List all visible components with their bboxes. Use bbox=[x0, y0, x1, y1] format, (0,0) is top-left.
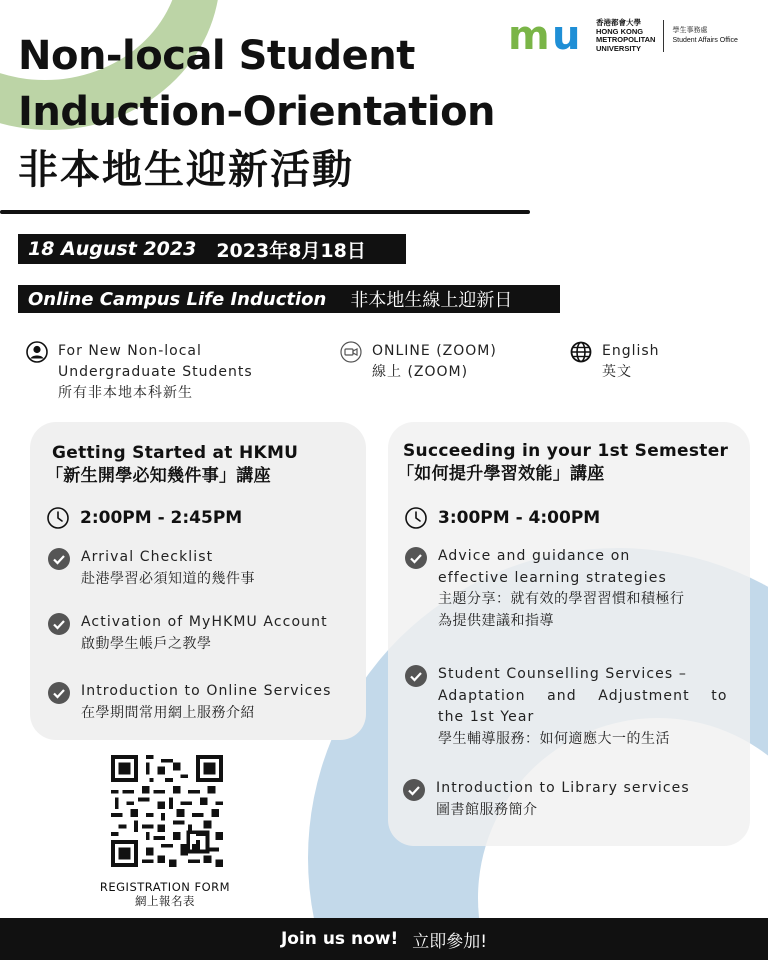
registration-label-en: REGISTRATION FORM bbox=[99, 880, 231, 894]
session-title-en: Succeeding in your 1st Semester bbox=[403, 441, 729, 461]
hkmu-logo bbox=[508, 16, 738, 56]
session-title-en: Getting Started at HKMU bbox=[52, 443, 299, 463]
date-en: 18 August 2023 bbox=[28, 238, 197, 260]
session-title bbox=[397, 440, 729, 486]
title-divider bbox=[0, 210, 530, 214]
agenda-item bbox=[403, 778, 690, 821]
check-circle-icon bbox=[405, 547, 427, 569]
audience-en: For New Non-local bbox=[58, 343, 202, 359]
mode-zh: 線上 (ZOOM) bbox=[372, 364, 469, 380]
agenda-item-zh: 為提供建議和指導 bbox=[438, 612, 554, 629]
title-chinese: 非本地生迎新活動 bbox=[18, 147, 354, 193]
check-circle-icon bbox=[403, 779, 425, 801]
office-name-zh: 學生事務處 bbox=[672, 27, 708, 34]
session-title-zh: 「新生開學必知幾件事」講座 bbox=[46, 466, 271, 486]
university-name-en: METROPOLITAN bbox=[596, 35, 656, 44]
office-name bbox=[672, 26, 738, 46]
agenda-item-en: Activation of MyHKMU Account bbox=[81, 614, 328, 630]
svg-text:m: m bbox=[508, 17, 547, 55]
audience-en: Undergraduate Students bbox=[58, 364, 253, 380]
svg-text:u: u bbox=[552, 17, 581, 55]
page-title bbox=[18, 28, 538, 200]
agenda-item-en: Introduction to Online Services bbox=[81, 683, 332, 699]
agenda-item-en: the 1st Year bbox=[438, 709, 535, 725]
agenda-item bbox=[405, 664, 738, 750]
check-circle-icon bbox=[48, 682, 70, 704]
check-circle-icon bbox=[405, 665, 427, 687]
title-line-2: Induction-Orientation bbox=[18, 89, 496, 135]
clock-icon bbox=[404, 506, 428, 530]
agenda-item-en: Arrival Checklist bbox=[81, 549, 214, 565]
agenda-item-en: effective learning strategies bbox=[438, 569, 667, 586]
session-title-zh: 「如何提升學習效能」講座 bbox=[397, 464, 605, 484]
session-time bbox=[404, 506, 600, 530]
cta-zh: 立即參加! bbox=[412, 931, 488, 952]
agenda-item-en: Advice and guidance on bbox=[438, 548, 631, 564]
session-time-text: 2:00PM - 2:45PM bbox=[80, 508, 243, 528]
mode-info bbox=[340, 341, 540, 383]
check-circle-icon bbox=[48, 613, 70, 635]
agenda-item bbox=[48, 547, 255, 590]
session-time-text: 3:00PM - 4:00PM bbox=[438, 508, 601, 528]
person-icon bbox=[26, 341, 48, 363]
event-banner bbox=[18, 285, 560, 313]
language-zh: 英文 bbox=[602, 364, 632, 380]
agenda-item-zh: 圖書館服務簡介 bbox=[436, 801, 538, 818]
university-name-en: UNIVERSITY bbox=[596, 43, 642, 53]
agenda-item-en: Introduction to Library services bbox=[436, 780, 690, 796]
title-line-1: Non-local Student bbox=[18, 33, 415, 79]
agenda-item-en: Adaptation and Adjustment to bbox=[438, 687, 728, 704]
registration-qr-code[interactable] bbox=[111, 755, 223, 867]
globe-icon bbox=[570, 341, 592, 363]
agenda-item-en: Student Counselling Services – bbox=[438, 666, 687, 682]
agenda-item-zh: 主題分享：就有效的學習習慣和積極行 bbox=[438, 591, 685, 607]
date-banner bbox=[18, 234, 406, 264]
video-camera-icon bbox=[340, 341, 362, 363]
language-en: English bbox=[602, 343, 660, 359]
agenda-item-zh: 赴港學習必須知道的幾件事 bbox=[81, 570, 255, 587]
check-circle-icon bbox=[48, 548, 70, 570]
join-footer bbox=[0, 918, 768, 960]
agenda-item bbox=[48, 681, 331, 724]
mode-en: ONLINE (ZOOM) bbox=[372, 343, 497, 359]
agenda-item-zh: 在學期間常用網上服務介紹 bbox=[81, 704, 255, 721]
agenda-item-zh: 學生輔導服務：如何適應大一的生活 bbox=[438, 730, 670, 747]
registration-label-zh: 網上報名表 bbox=[135, 894, 195, 908]
university-name-zh: 香港都會大學 bbox=[596, 18, 641, 27]
event-name-zh: 非本地生線上迎新日 bbox=[350, 290, 513, 311]
agenda-item bbox=[48, 612, 328, 655]
logo-divider bbox=[663, 20, 664, 52]
clock-icon bbox=[46, 506, 70, 530]
audience-zh: 所有非本地本科新生 bbox=[58, 385, 193, 401]
cta-en: Join us now! bbox=[280, 929, 399, 949]
audience-info bbox=[26, 341, 296, 404]
university-name-en: HONG KONG bbox=[596, 26, 644, 36]
date-zh: 2023年8月18日 bbox=[216, 239, 366, 262]
agenda-item bbox=[405, 546, 685, 632]
hkmu-logo-mark-icon bbox=[508, 17, 588, 55]
event-name-en: Online Campus Life Induction bbox=[28, 288, 327, 310]
agenda-item-zh: 啟動學生帳戶之教學 bbox=[81, 635, 212, 652]
session-title bbox=[46, 442, 299, 488]
office-name-en: Student Affairs Office bbox=[672, 37, 738, 44]
university-name bbox=[596, 19, 655, 53]
registration-label bbox=[80, 880, 250, 908]
language-info bbox=[570, 341, 730, 383]
session-time bbox=[46, 506, 242, 530]
